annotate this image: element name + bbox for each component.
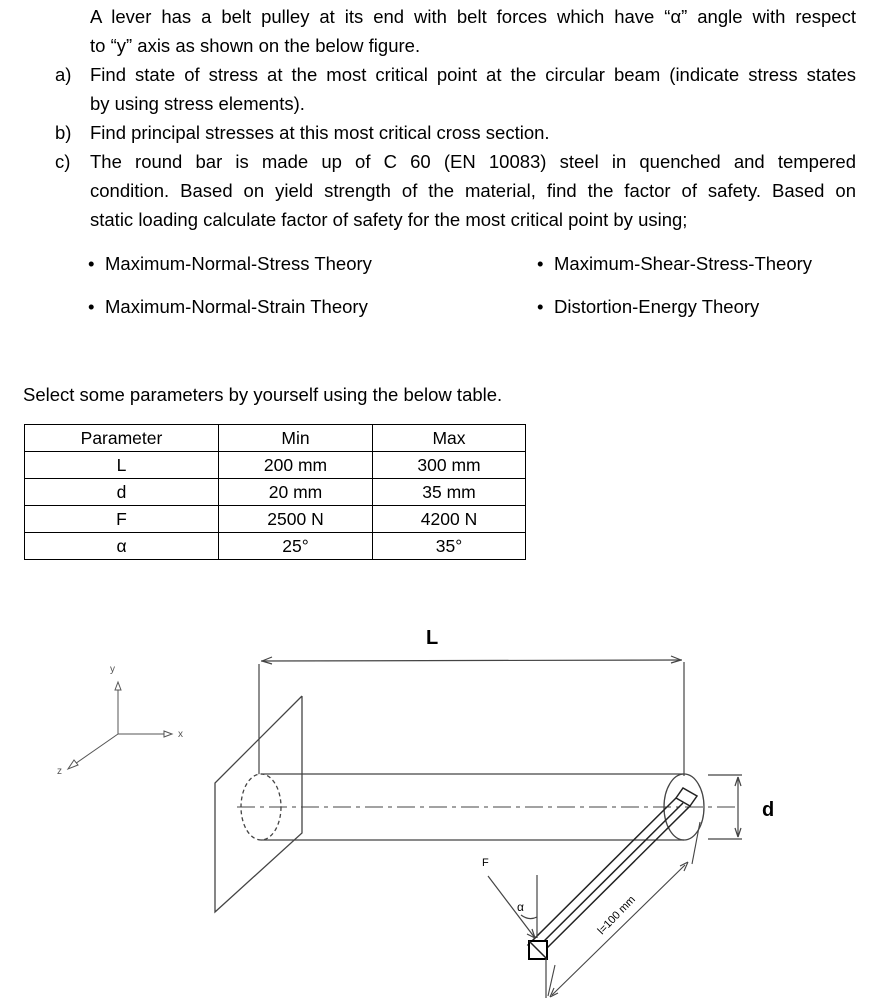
question-b-line-1: Find principal stresses at this most critical cross section. [90,122,550,143]
table-cell: 20 mm [219,479,373,506]
question-a-line-1: Find state of stress at the most critical point at the circular beam (indicate stress states [90,64,856,85]
table-cell: 35° [373,533,526,560]
table-cell: d [25,479,219,506]
table-cell: 25° [219,533,373,560]
coordinate-axes [68,682,172,769]
table-header-row [25,425,526,452]
lever-length-label: l=100 mm [595,893,638,938]
bullet-icon: • [88,296,95,317]
lever-figure [0,600,888,1001]
table-cell: L [25,452,219,479]
theory-item: • Maximum-Normal-Strain Theory [88,292,368,321]
axis-z-label: z [57,766,62,777]
question-c-line-3: static loading calculate factor of safety for the most critical point by using; [90,209,688,230]
lever-arm [528,788,697,959]
theory-item: • Maximum-Shear-Stress-Theory [537,249,812,278]
table-header-cell: Min [219,425,373,452]
intro-line-1: A lever has a belt pulley at its end with belt forces which have “α” angle with respect [90,6,856,27]
dimension-L-label: L [426,627,439,649]
table-row [25,533,526,560]
table-cell: 4200 N [373,506,526,533]
alpha-label: α [517,900,524,914]
axis-y-label: y [110,664,115,675]
question-a-marker: a) [55,64,72,85]
bullet-icon: • [88,253,95,274]
table-cell: 300 mm [373,452,526,479]
table-row [25,479,526,506]
force-F-label: F [482,857,489,869]
table-header-cell: Max [373,425,526,452]
table-header-cell: Parameter [25,425,219,452]
theory-item: • Distortion-Energy Theory [537,292,759,321]
table-cell: 2500 N [219,506,373,533]
question-b-marker: b) [55,122,72,143]
length-dimension [259,656,684,776]
parameter-table [24,424,526,560]
bullet-icon: • [537,296,544,317]
select-parameters-text: Select some parameters by yourself using the below table. [23,384,503,405]
axis-x-label: x [178,729,183,740]
theory-item: • Maximum-Normal-Stress Theory [88,249,372,278]
table-cell: 35 mm [373,479,526,506]
question-c-line-1: The round bar is made up of C 60 (EN 10083) steel in quenched and tempered [90,151,856,172]
table-cell: F [25,506,219,533]
question-a-line-2: by using stress elements). [90,93,305,114]
table-cell: α [25,533,219,560]
dimension-d-label: d [762,799,775,821]
intro-line-2: to “y” axis as shown on the below figure. [90,35,421,56]
table-row [25,452,526,479]
table-row [25,506,526,533]
table-cell: 200 mm [219,452,373,479]
belt-force [488,875,546,998]
bullet-icon: • [537,253,544,274]
question-c-line-2: condition. Based on yield strength of the material, find the factor of safety. Based on [90,180,856,201]
question-c-marker: c) [55,151,71,172]
